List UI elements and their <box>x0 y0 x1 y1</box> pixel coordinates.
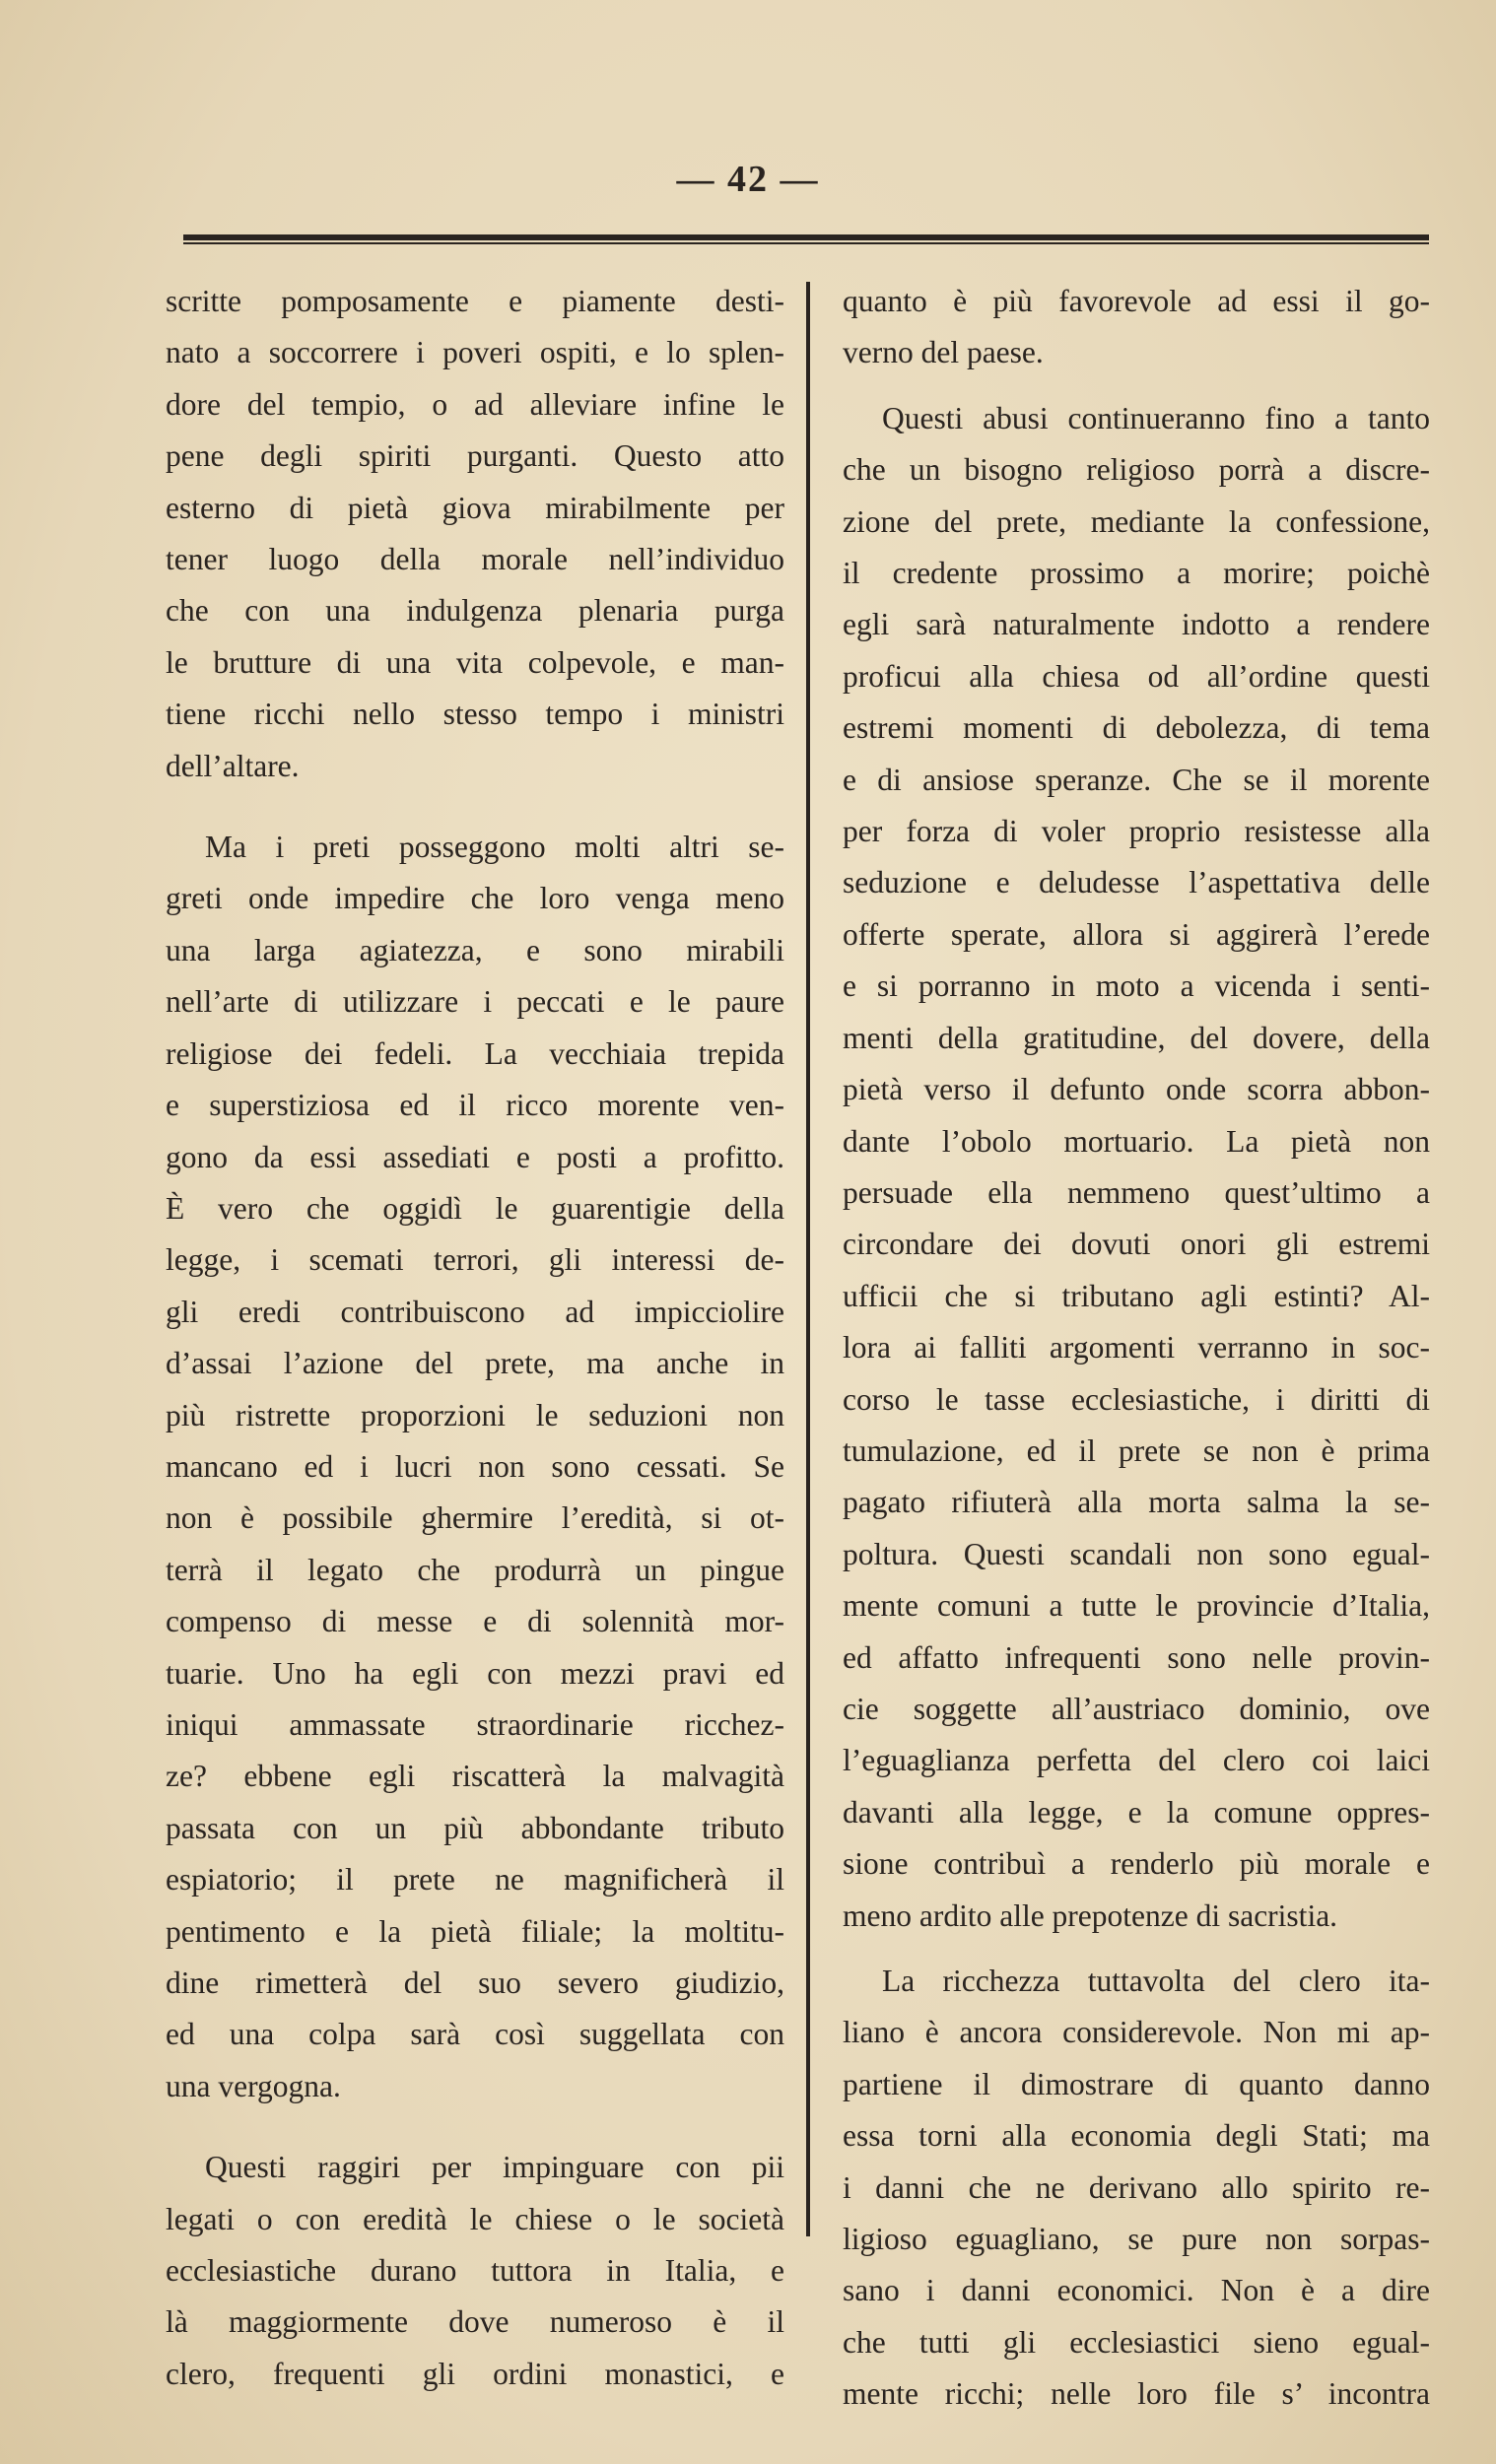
left-paragraph-3 <box>166 2142 784 2400</box>
text-line: dante l’obolo mortuario. La pietà non <box>843 1123 1430 1159</box>
text-line: zione del prete, mediante la confessione, <box>843 503 1430 539</box>
text-line: nato a soccorrere i poveri ospiti, e lo splen- <box>166 335 784 370</box>
text-line: che un bisogno religioso porrà a discre- <box>843 452 1430 488</box>
text-line: pietà verso il defunto onde scorra abbon- <box>843 1072 1430 1107</box>
left-paragraph-2 <box>166 822 784 2112</box>
text-line: È vero che oggidì le guarentigie della <box>166 1190 784 1226</box>
text-line: Ma i preti posseggono molti altri se- <box>205 830 784 865</box>
text-line: ed affatto infrequenti sono nelle provin- <box>843 1639 1430 1675</box>
text-line: iniqui ammassate straordinarie ricchez- <box>166 1706 784 1742</box>
text-line: espiatorio; il prete ne magnificherà il <box>166 1862 784 1898</box>
text-line: legati o con eredità le chiese o le società <box>166 2201 784 2236</box>
text-line: ze? ebbene egli riscatterà la malvagità <box>166 1759 784 1794</box>
text-line: che tutti gli ecclesiastici sieno egual- <box>843 2324 1430 2360</box>
text-line: pene degli spiriti purganti. Questo atto <box>166 438 784 474</box>
text-line: seduzione e deludesse l’aspettativa delle <box>843 865 1430 900</box>
text-line: gli eredi contribuiscono ad impicciolire <box>166 1294 784 1329</box>
text-line: per forza di voler proprio resistesse alla <box>843 814 1430 849</box>
text-line: non è possibile ghermire l’eredità, si ot- <box>166 1500 784 1536</box>
text-line: mancano ed i lucri non sono cessati. Se <box>166 1448 784 1484</box>
right-paragraph-1 <box>843 276 1430 379</box>
text-line: e si porranno in moto a vicenda i senti- <box>843 968 1430 1004</box>
text-line: dine rimetterà del suo severo giudizio, <box>166 1965 784 2000</box>
text-line: nell’arte di utilizzare i peccati e le paure <box>166 984 784 1020</box>
text-line: ecclesiastiche durano tuttora in Italia, e <box>166 2253 784 2289</box>
text-line: sione contribuì a renderlo più morale e <box>843 1846 1430 1882</box>
text-line: là maggiormente dove numeroso è il <box>166 2304 784 2340</box>
text-line: liano è ancora considerevole. Non mi ap- <box>843 2015 1430 2050</box>
text-line: e superstiziosa ed il ricco morente ven- <box>166 1088 784 1123</box>
text-line: mente ricchi; nelle loro file s’ incontra <box>843 2376 1430 2412</box>
text-line: che con una indulgenza plenaria purga <box>166 593 784 629</box>
text-line: dore del tempio, o ad alleviare infine le <box>166 386 784 422</box>
text-line: verno del paese. <box>843 335 1044 370</box>
text-line: l’eguaglianza perfetta del clero coi laici <box>843 1743 1430 1778</box>
text-line: passata con un più abbondante tributo <box>166 1810 784 1845</box>
text-line: ligioso eguagliano, se pure non sorpas- <box>843 2222 1430 2257</box>
text-line: dell’altare. <box>166 748 300 783</box>
text-line: scritte pomposamente e piamente desti- <box>166 284 784 318</box>
text-line: gono da essi assediati e posti a profitto. <box>166 1139 784 1174</box>
text-line: circondare dei dovuti onori gli estremi <box>843 1227 1430 1262</box>
text-line: persuade ella nemmeno quest’ultimo a <box>843 1174 1430 1210</box>
text-line: proficui alla chiesa od all’ordine questi <box>843 658 1430 694</box>
text-line: meno ardito alle prepotenze di sacristia. <box>843 1898 1338 1933</box>
text-line: sano i danni economici. Non è a dire <box>843 2273 1430 2308</box>
text-line: poltura. Questi scandali non sono egual- <box>843 1536 1430 1571</box>
text-line: le brutture di una vita colpevole, e man- <box>166 644 784 680</box>
text-line: d’assai l’azione del prete, ma anche in <box>166 1346 784 1381</box>
text-line: clero, frequenti gli ordini monastici, e <box>166 2356 784 2391</box>
text-line: ed una colpa sarà così suggellata con <box>166 2017 784 2052</box>
text-line: ufficii che si tributano agli estinti? Al- <box>843 1278 1430 1313</box>
text-line: tuarie. Uno ha egli con mezzi pravi ed <box>166 1655 784 1691</box>
left-paragraph-1 <box>166 276 784 792</box>
text-line: religiose dei fedeli. La vecchiaia trepida <box>166 1035 784 1071</box>
text-line: i danni che ne derivano allo spirito re- <box>843 2169 1430 2205</box>
right-paragraph-3 <box>843 1956 1430 2421</box>
header-rule <box>183 234 1429 244</box>
text-line: mente comuni a tutte le provincie d’Italia, <box>843 1588 1430 1624</box>
left-column <box>166 276 784 2400</box>
text-line: esterno di pietà giova mirabilmente per <box>166 490 784 525</box>
text-line: pentimento e la pietà filiale; la moltitu- <box>166 1913 784 1949</box>
text-line: e di ansiose speranze. Che se il morente <box>843 762 1430 797</box>
text-line: partiene il dimostrare di quanto danno <box>843 2066 1430 2101</box>
text-line: terrà il legato che produrrà un pingue <box>166 1552 784 1587</box>
column-divider <box>806 282 810 2236</box>
text-line: menti della gratitudine, del dovere, della <box>843 1020 1430 1055</box>
text-line: egli sarà naturalmente indotto a rendere <box>843 607 1430 642</box>
text-line: il credente prossimo a morire; poichè <box>843 556 1430 591</box>
text-line: greti onde impedire che loro venga meno <box>166 881 784 916</box>
text-line: più ristrette proporzioni le seduzioni non <box>166 1397 784 1432</box>
text-line: corso le tasse ecclesiastiche, i diritti di <box>843 1381 1430 1417</box>
text-line: pagato rifiuterà alla morta salma la se- <box>843 1485 1430 1520</box>
text-line: lora ai falliti argomenti verranno in soc- <box>843 1330 1430 1365</box>
text-line: tumulazione, ed il prete se non è prima <box>843 1432 1430 1468</box>
page-number: — 42 — <box>676 159 820 200</box>
text-line: offerte sperate, allora si aggirerà l’erede <box>843 916 1430 952</box>
text-line: legge, i scemati terrori, gli interessi de- <box>166 1242 784 1278</box>
text-line: estremi momenti di debolezza, di tema <box>843 710 1430 746</box>
right-column <box>843 276 1430 2421</box>
text-line: una vergogna. <box>166 2068 341 2103</box>
text-line: essa torni alla economia degli Stati; ma <box>843 2118 1430 2154</box>
text-line: cie soggette all’austriaco dominio, ove <box>843 1691 1430 1726</box>
text-line: tener luogo della morale nell’individuo <box>166 542 784 577</box>
text-line: Questi abusi continueranno fino a tanto <box>882 400 1430 435</box>
text-line: quanto è più favorevole ad essi il go- <box>843 284 1430 318</box>
text-line: tiene ricchi nello stesso tempo i ministri <box>166 697 784 732</box>
text-line: una larga agiatezza, e sono mirabili <box>166 932 784 967</box>
text-line: Questi raggiri per impinguare con pii <box>205 2150 784 2185</box>
text-line: La ricchezza tuttavolta del clero ita- <box>882 1964 1430 1998</box>
right-paragraph-2 <box>843 393 1430 1942</box>
text-line: davanti alla legge, e la comune oppres- <box>843 1794 1430 1830</box>
text-line: compenso di messe e di solennità mor- <box>166 1604 784 1639</box>
